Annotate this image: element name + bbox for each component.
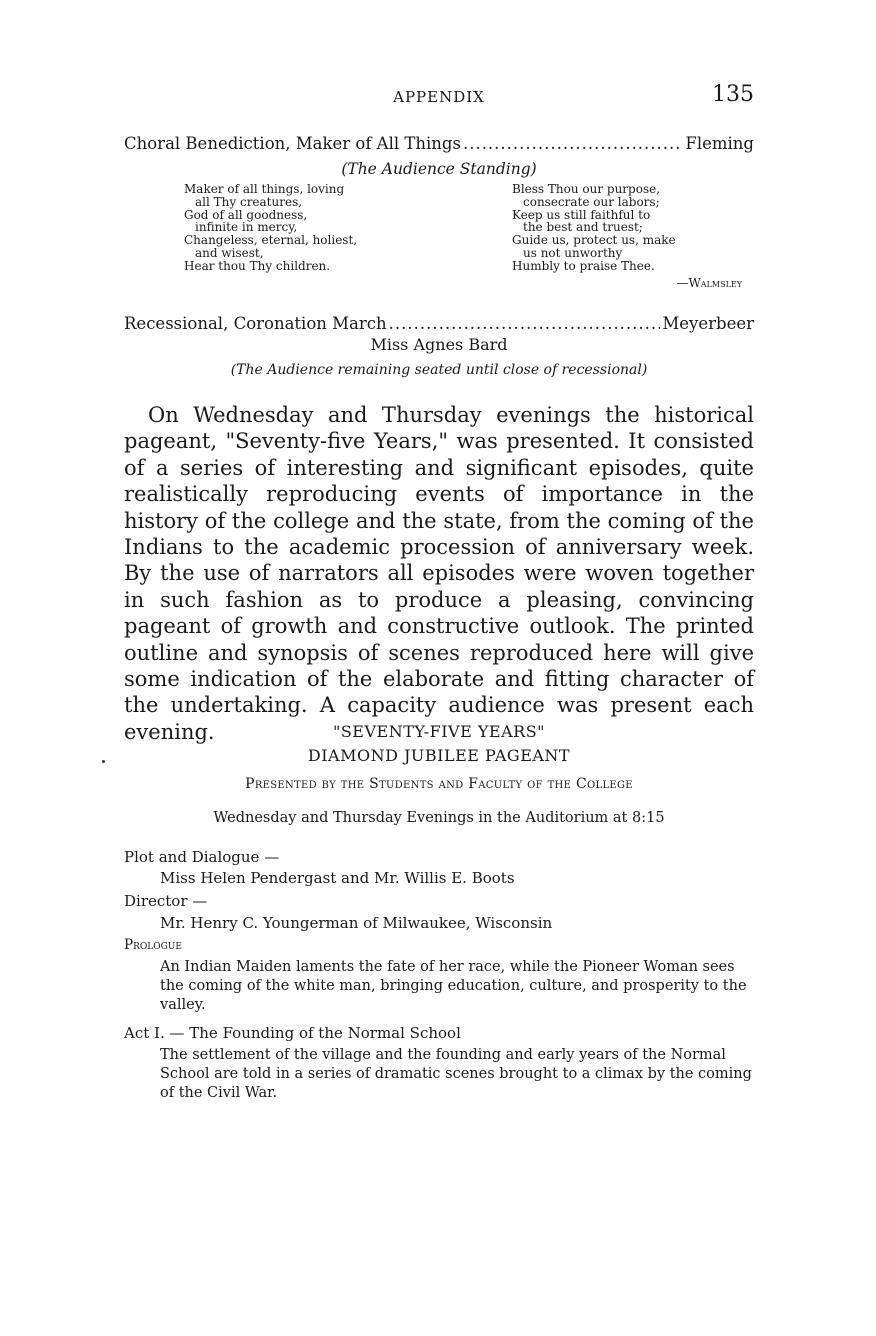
hymn-line: God of all goodness, xyxy=(184,207,308,222)
hymn-line: Guide us, protect us, make xyxy=(512,233,676,248)
pageant-title-line2: DIAMOND JUBILEE PAGEANT xyxy=(307,746,571,765)
hymn-attribution: —Walmsley xyxy=(676,276,742,290)
hymn-line: Maker of all things, loving xyxy=(184,182,345,196)
page-number: 135 xyxy=(712,82,754,107)
hymn-line: and wisest, xyxy=(195,245,264,260)
hymn-line: Humbly to praise Thee. xyxy=(512,258,655,273)
hymn-right-column xyxy=(512,183,676,273)
body-paragraph: On Wednesday and Thursday evenings the historical pageant, "Seventy-five Years," was presented. It consisted of a series of interesting and significant episodes, quite realistically reproducing events of importance in the history of the college and the state, from the coming of the Indians to the academic procession of anniversary week. By the use of narrators all episodes were woven together in such fashion as to produce a pleasing, convincing pageant of growth and constructive outlook. The printed outline and synopsis of scenes reproduced here will give some indication of the elaborate and fitting character of the undertaking. A capacity audience was present each evening. xyxy=(124,403,754,744)
hymn-line: Keep us still faithful to xyxy=(512,207,651,222)
credit-value-director: Mr. Henry C. Youngerman of Milwaukee, Wisconsin xyxy=(160,914,553,932)
prologue-text: An Indian Maiden laments the fate of her race, while the Pioneer Woman sees the coming of the white man, bringing education, culture, and prosperity to the valley. xyxy=(160,959,747,1013)
recessional-note: (The Audience remaining seated until close of recessional) xyxy=(230,362,648,378)
recessional-composer: Meyerbeer xyxy=(662,314,754,333)
recessional-performer: Miss Agnes Bard xyxy=(370,335,508,354)
hymn-line: Changeless, eternal, holiest, xyxy=(184,233,358,248)
recessional-line xyxy=(124,314,754,333)
benediction-title: Choral Benediction, Maker of All Things xyxy=(124,134,461,153)
hymn-line: the best and truest; xyxy=(523,220,643,235)
credit-label-director: Director — xyxy=(124,892,208,910)
leader-dots xyxy=(463,134,683,153)
page-header xyxy=(124,84,754,112)
print-speck xyxy=(102,760,105,763)
pageant-title-line1: "SEVENTY-FIVE YEARS" xyxy=(332,722,546,741)
hymn-line: Hear thou Thy children. xyxy=(184,258,331,273)
hymn-line: consecrate our labors; xyxy=(523,194,660,209)
act1-text: The settlement of the village and the founding and early years of the Normal School are told in a series of dramatic scenes brought to a climax by the coming of the Civil War. xyxy=(160,1047,752,1101)
credit-label-plot: Plot and Dialogue — xyxy=(124,848,280,866)
hymn-line: Bless Thou our purpose, xyxy=(512,182,661,196)
prologue-label: Prologue xyxy=(124,937,182,953)
running-head: APPENDIX xyxy=(393,88,485,106)
hymn-left-column xyxy=(184,183,357,273)
act1-label: Act I. — The Founding of the Normal School xyxy=(124,1024,461,1042)
benediction-line xyxy=(124,134,754,153)
benediction-composer: Fleming xyxy=(685,134,754,153)
hymn-line: all Thy creatures, xyxy=(195,194,303,209)
hymn-line: us not unworthy xyxy=(523,245,623,260)
credit-value-plot: Miss Helen Pendergast and Mr. Willis E. Boots xyxy=(160,869,515,887)
presented-by: Presented by the Students and Faculty of the College xyxy=(245,776,633,792)
schedule: Wednesday and Thursday Evenings in the Auditorium at 8:15 xyxy=(213,810,665,826)
leader-dots xyxy=(389,314,661,333)
hymn-line: infinite in mercy, xyxy=(195,220,298,235)
recessional-title: Recessional, Coronation March xyxy=(124,314,387,333)
benediction-note: (The Audience Standing) xyxy=(341,160,537,178)
